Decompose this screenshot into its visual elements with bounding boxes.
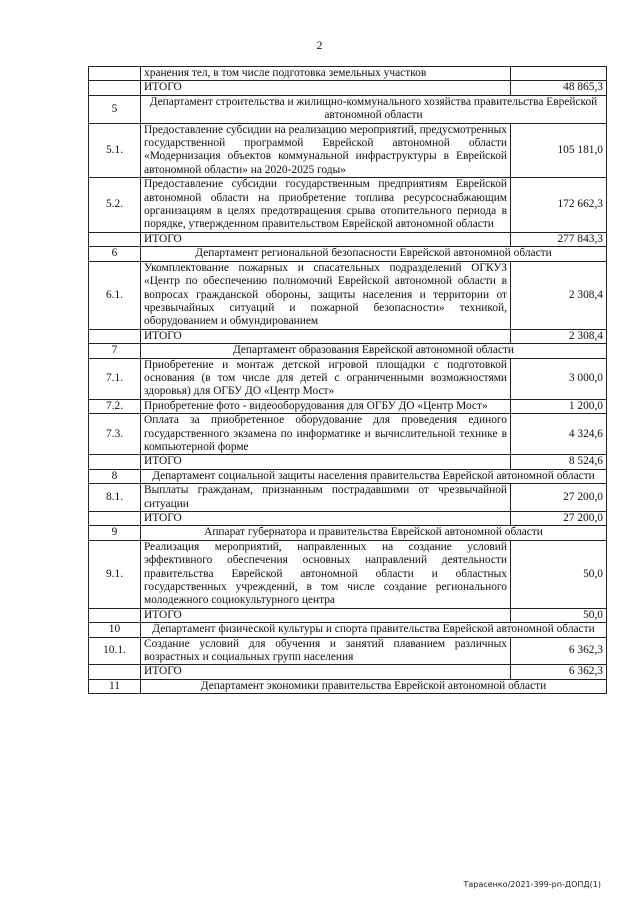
table-row-total [89, 608, 607, 622]
table-row-total [89, 329, 607, 343]
table-row-department [89, 247, 607, 261]
item-description: Выплаты гражданам, признанным пострадавшими от чрезвычайной ситуации [141, 484, 511, 512]
item-description: Предоставление субсидии на реализацию мероприятий, предусмотренных государственной программой Еврейской автономной области «Модернизация объектов коммунальной инфраструктуры в Еврейской автономной области» на 2020-2025 годы» [141, 123, 511, 178]
total-label: ИТОГО [141, 512, 511, 526]
item-description: Реализация мероприятий, направленных на создание условий эффективного обеспечения основных направлений деятельности правительства Еврейской автономной области и областных государственных учреждений, в том числе создание регионального молодежного социокультурного центра [141, 540, 511, 608]
table-row-total [89, 455, 607, 469]
item-sum: 105 181,0 [511, 123, 607, 178]
item-description: Предоставление субсидии государственным предприятиям Еврейской автономной области на приобретение топлива ресурсоснабжающим организациям в целях предотвращения срыва отопительного периода в порядке, утвержденном правительством Еврейской автономной области [141, 178, 511, 233]
total-sum: 8 524,6 [511, 455, 607, 469]
table-row-item [89, 540, 607, 608]
table-row-department [89, 526, 607, 540]
total-label: ИТОГО [141, 455, 511, 469]
item-description: Укомплектование пожарных и спасательных подразделений ОГКУЗ «Центр по обеспечению полномочий Еврейской автономной области в вопросах гражданской обороны, защиты населения и территории от чрезвычайных ситуаций и пожарной безопасности» техникой, оборудованием и обмундированием [141, 261, 511, 329]
item-number: 5.1. [89, 123, 141, 178]
department-title: Департамент строительства и жилищно-коммунального хозяйства правительства Еврейской автономной области [141, 95, 607, 123]
department-title: Департамент региональной безопасности Еврейской автономной области [141, 247, 607, 261]
item-sum: 4 324,6 [511, 414, 607, 455]
table-row-item [89, 637, 607, 665]
item-description: Приобретение фото - видеооборудования для ОГБУ ДО «Центр Мост» [141, 399, 511, 413]
table-row-item [89, 178, 607, 233]
row-number-cell [89, 67, 141, 81]
item-sum: 172 662,3 [511, 178, 607, 233]
item-sum: 50,0 [511, 540, 607, 608]
item-number: 7.2. [89, 399, 141, 413]
table-row-total [89, 81, 607, 95]
total-sum: 6 362,3 [511, 665, 607, 679]
total-label: ИТОГО [141, 232, 511, 246]
table-row-item [89, 261, 607, 329]
row-number-cell [89, 232, 141, 246]
department-number: 9 [89, 526, 141, 540]
total-label: ИТОГО [141, 81, 511, 95]
table-row-total [89, 665, 607, 679]
item-number: 7.3. [89, 414, 141, 455]
item-sum: 2 308,4 [511, 261, 607, 329]
document-footer: Тарасенко/2021-399-рп-ДОПД(1) [463, 880, 601, 889]
budget-table-body [89, 67, 607, 694]
department-number: 5 [89, 95, 141, 123]
department-number: 11 [89, 679, 141, 693]
department-title: Департамент социальной защиты населения правительства Еврейской автономной области [141, 469, 607, 483]
table-row-department [89, 469, 607, 483]
table-row-department [89, 623, 607, 637]
total-label: ИТОГО [141, 665, 511, 679]
table-row-item [89, 484, 607, 512]
row-number-cell [89, 455, 141, 469]
table-row-item [89, 123, 607, 178]
total-label: ИТОГО [141, 608, 511, 622]
table-row-department [89, 679, 607, 693]
table-row-department [89, 95, 607, 123]
department-number: 6 [89, 247, 141, 261]
department-title: Аппарат губернатора и правительства Еврейской автономной области [141, 526, 607, 540]
table-row-item [89, 414, 607, 455]
item-description: Создание условий для обучения и занятий плаванием различных возрастных и социальных групп населения [141, 637, 511, 665]
item-sum: 3 000,0 [511, 358, 607, 399]
budget-table [88, 66, 607, 694]
row-number-cell [89, 512, 141, 526]
row-description: хранения тел, в том числе подготовка земельных участков [141, 67, 511, 81]
total-sum: 277 843,3 [511, 232, 607, 246]
item-number: 5.2. [89, 178, 141, 233]
item-number: 6.1. [89, 261, 141, 329]
department-title: Департамент образования Еврейской автономной области [141, 344, 607, 358]
department-number: 10 [89, 623, 141, 637]
item-number: 8.1. [89, 484, 141, 512]
table-row-total [89, 512, 607, 526]
table-row-department [89, 344, 607, 358]
row-number-cell [89, 329, 141, 343]
total-sum: 27 200,0 [511, 512, 607, 526]
total-sum: 48 865,3 [511, 81, 607, 95]
item-description: Оплата за приобретенное оборудование для проведения единого государственного экзамена по информатике и вычислительной технике в компьютерной форме [141, 414, 511, 455]
table-row-item [89, 358, 607, 399]
department-title: Департамент физической культуры и спорта правительства Еврейской автономной области [141, 623, 607, 637]
department-number: 7 [89, 344, 141, 358]
page-number: 2 [316, 38, 323, 52]
table-row-total [89, 232, 607, 246]
total-label: ИТОГО [141, 329, 511, 343]
item-sum: 1 200,0 [511, 399, 607, 413]
row-number-cell [89, 608, 141, 622]
row-number-cell [89, 81, 141, 95]
total-sum: 50,0 [511, 608, 607, 622]
item-description: Приобретение и монтаж детской игровой площадки с подготовкой основания (в том числе для детей с ограниченными возможностями здоровья) для ОГБУ ДО «Центр Мост» [141, 358, 511, 399]
item-number: 9.1. [89, 540, 141, 608]
total-sum: 2 308,4 [511, 329, 607, 343]
row-sum-cell [511, 67, 607, 81]
item-number: 10.1. [89, 637, 141, 665]
department-title: Департамент экономики правительства Еврейской автономной области [141, 679, 607, 693]
row-number-cell [89, 665, 141, 679]
item-number: 7.1. [89, 358, 141, 399]
item-sum: 27 200,0 [511, 484, 607, 512]
department-number: 8 [89, 469, 141, 483]
item-sum: 6 362,3 [511, 637, 607, 665]
table-row-continuation [89, 67, 607, 81]
table-row-item [89, 399, 607, 413]
